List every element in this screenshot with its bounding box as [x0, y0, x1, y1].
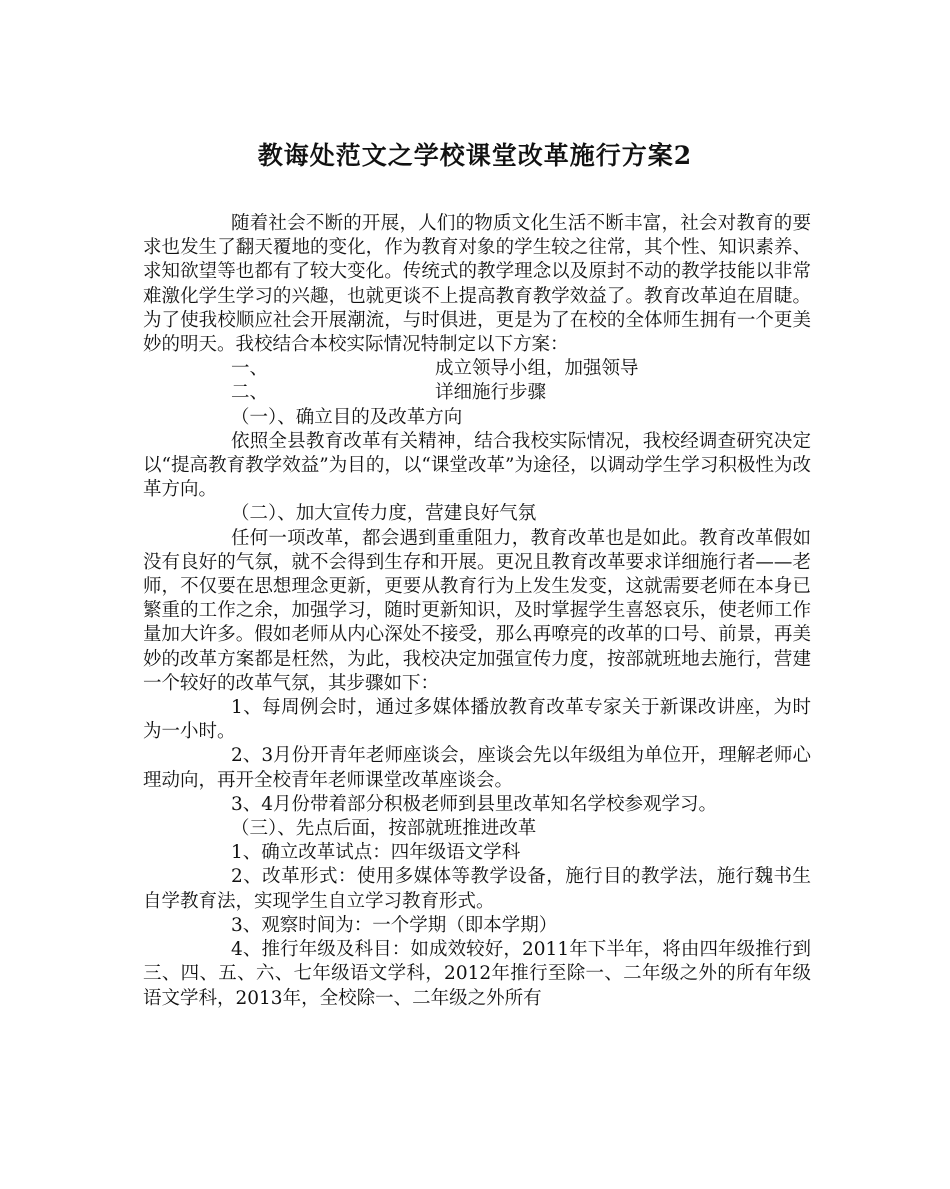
section1-paragraph: 依照全县教育改革有关精神，结合我校实际情况，我校经调查研究决定以“提高教育教学效益”为目的，以“课堂改革”为途径，以调动学生学习积极性为改革方向。 — [143, 430, 811, 501]
section1-heading: （一）、确立目的及改革方向 — [231, 406, 463, 428]
section3-heading: （三）、先点后面，按部就班推进改革 — [231, 818, 537, 840]
list-number: 一、 — [231, 358, 269, 380]
section2-step: 1、每周例会时，通过多媒体播放教育改革专家关于新课改讲座，为时为一小时。 — [143, 697, 811, 743]
section3-step: 2、改革形式：使用多媒体等教学设备，施行目的教学法，施行魏书生自学教育法，实现学生自立学习教育形式。 — [143, 866, 811, 912]
list-text: 成立领导小组，加强领导 — [435, 358, 639, 380]
section3-step: 3、观察时间为：一个学期（即本学期） — [231, 914, 558, 936]
list-item — [143, 357, 811, 381]
section2-step: 2、3月份开青年老师座谈会，座谈会先以年级组为单位开，理解老师心理动向，再开全校青年老师课堂改革座谈会。 — [143, 745, 811, 791]
document-body — [143, 212, 811, 1011]
document-title: 教诲处范文之学校课堂改革施行方案2 — [257, 141, 693, 170]
list-item — [143, 381, 811, 405]
section2-step: 3、4月份带着部分积极老师到县里改革知名学校参观学习。 — [231, 793, 718, 815]
intro-paragraph: 随着社会不断的开展，人们的物质文化生活不断丰富，社会对教育的要求也发生了翻天覆地的变化，作为教育对象的学生较之往常，其个性、知识素养、求知欲望等也都有了较大变化。传统式的教学理念以及原封不动的教学技能以非常难激化学生学习的兴趣，也就更谈不上提高教育教学效益了。教育改革迫在眉睫。为了使我校顺应社会开展潮流，与时俱进，更是为了在校的全体师生拥有一个更美妙的明天。我校结合本校实际情况特制定以下方案： — [143, 213, 811, 356]
section2-paragraph: 任何一项改革，都会遇到重重阻力，教育改革也是如此。教育改革假如没有良好的气氛，就不会得到生存和开展。更况且教育改革要求详细施行者——老师，不仅要在思想理念更新，更要从教育行为上发生发变，这就需要老师在本身已繁重的工作之余，加强学习，随时更新知识，及时掌握学生喜怒哀乐，使老师工作量加大许多。假如老师从内心深处不接受，那么再嘹亮的改革的口号、前景，再美妙的改革方案都是枉然，为此，我校决定加强宣传力度，按部就班地去施行，营建一个较好的改革气氛，其步骤如下： — [143, 527, 811, 694]
section3-step: 4、推行年级及科目：如成效较好，2011年下半年，将由四年级推行到三、四、五、六、七年级语文学科，2012年推行至除一、二年级之外的所有年级语文学科，2013年，全校除一、二年级之外所有 — [143, 939, 811, 1009]
section3-step: 1、确立改革试点：四年级语文学科 — [231, 842, 521, 864]
section2-heading: （二）、加大宣传力度，营建良好气氛 — [231, 503, 537, 525]
list-number: 二、 — [231, 382, 269, 404]
list-text: 详细施行步骤 — [435, 382, 547, 404]
